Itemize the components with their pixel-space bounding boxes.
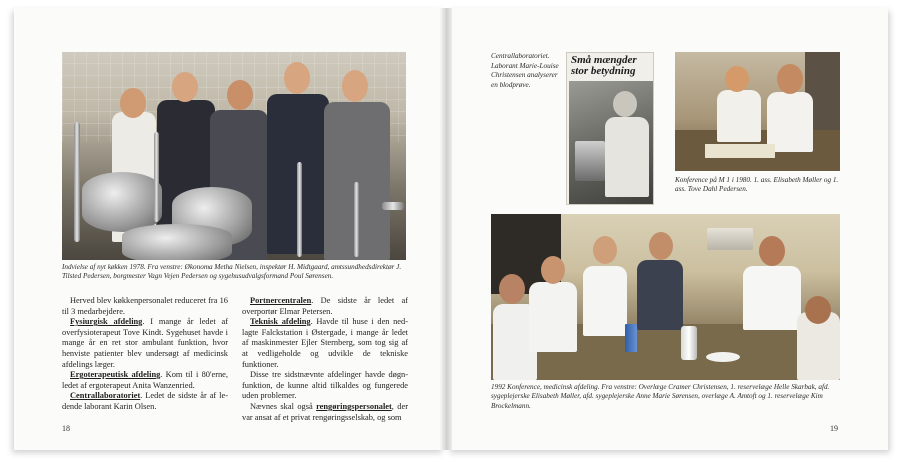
person-head	[499, 274, 525, 304]
heading-fysiurgisk: Fysiurgisk afdeling	[70, 317, 143, 327]
heading-ergoterapeutisk: Ergoterapeutisk afdeling	[70, 370, 161, 380]
text-centrallaboratoriet: . Ledet de sidste år af ledende laborant Karin Olsen.	[62, 391, 228, 411]
person-figure	[717, 90, 761, 142]
left-text-column-2	[242, 296, 408, 423]
text-rengoering-pre: Nævnes skal også	[250, 401, 317, 411]
text-ergoterapeutisk: . Kom til i 80'erne, ledet af ergoterapeut Anita Wanzenried.	[62, 370, 228, 390]
heading-portnercentralen: Portnercentralen	[250, 296, 312, 305]
steam-kettle	[82, 172, 162, 232]
person-figure	[743, 266, 801, 330]
person-head	[759, 236, 785, 266]
person-figure	[767, 92, 813, 152]
person-head	[541, 256, 565, 284]
pipe	[297, 162, 302, 257]
pipe	[154, 132, 159, 222]
conference-1980-photo	[675, 52, 840, 171]
heading-rengoering: rengøringspersonalet	[316, 401, 392, 411]
pipe	[354, 182, 359, 257]
text-portnercentralen: . De sidste år ledet af overportør Elmar Petersen.	[242, 296, 408, 316]
book-gutter	[440, 8, 452, 450]
microwave	[707, 228, 753, 250]
conference-1992-caption: 1992 Konference, medicinsk afdeling. Fra venstre: Overlæge Cramer Christensen, 1. reservelæge Helle Skarbak, afd. sygeplejerske Elisabeth Møller, afd. sygeplejerske Anne Marie Sørensen, overlæge A. Amtoft og 1. reservelæge Kim Brockelmann.	[491, 383, 830, 410]
kitchen-photo-caption: Indvielse af nyt køkken 1978. Fra venstre: Økonoma Metha Nielsen, inspektør H. Midtgaard, amtssundhedsdirektør J. Tilsted Pedersen, borgmester Vagn Vejen Pedersen og sygehusudvalgsformand Poul Sørensen.	[62, 263, 402, 281]
text-fysiurgisk: . I mange år ledet af overfysioterapeut Tove Kindt. Sygehuset havde i mange år en ret stor ambulant funktion, hvor henviste patienter blev undersøgt af medicinsk afdelings læger.	[62, 317, 228, 369]
text-rengoering: , der var ansat af et privat rengøringsselskab, og som	[242, 401, 408, 422]
pipe	[74, 122, 80, 242]
left-text-column-1	[62, 296, 228, 413]
lab-photo-caption: Centrallaboratoriet. Laborant Marie-Louise Christensen analyserer en blodprøve.	[491, 52, 559, 89]
person-head	[342, 70, 368, 102]
page-number-right: 19	[830, 424, 838, 433]
lab-instrument	[575, 141, 605, 181]
cake-plate	[706, 352, 740, 362]
person-head	[613, 91, 637, 117]
conference-1980-caption: Konference på M 1 i 1980. 1. ass. Elisabeth Møller og 1. ass. Tove Dahl Pedersen.	[675, 176, 839, 194]
conference-1992-photo	[491, 214, 840, 380]
kitchen-inauguration-photo	[62, 52, 406, 260]
thermos-jug	[681, 326, 697, 360]
person-figure	[605, 117, 649, 197]
steam-kettle	[122, 224, 232, 260]
papers	[705, 144, 775, 158]
text-doegnfunktion: Disse tre sidstnævnte afdelinger havde døgnfunktion, de kunne altid tilkaldes og fungerede uden problemer.	[242, 370, 408, 401]
clipping-headline: Små mængder stor betydning	[571, 54, 637, 77]
person-head	[227, 80, 253, 110]
person-head	[649, 232, 673, 260]
person-head	[805, 296, 831, 324]
person-figure	[529, 282, 577, 352]
person-figure	[583, 266, 627, 336]
person-head	[593, 236, 617, 264]
lab-technician-photo	[569, 81, 653, 204]
person-head	[172, 72, 198, 102]
person-head	[777, 64, 803, 94]
page-number-left: 18	[62, 424, 70, 433]
heading-teknisk: Teknisk afdeling	[250, 317, 311, 327]
text-kitchen-staff: Herved blev køkkenpersonalet reduceret fra 16 til 3 medarbejdere.	[62, 296, 228, 316]
milk-carton	[625, 324, 637, 352]
newspaper-clipping	[566, 52, 654, 205]
person-figure	[637, 260, 683, 330]
pipe	[382, 202, 404, 210]
person-head	[120, 88, 146, 118]
person-head	[284, 62, 310, 94]
heading-centrallaboratoriet: Centrallaboratoriet	[70, 391, 141, 401]
text-teknisk: . Havde til huse i den nedlagte Falckstation i Østergade, i mange år ledet af maskinmester Ejler Sternberg, som tog sig af at vedligeholde og udvikle de tekniske funktioner.	[242, 317, 409, 369]
person-head	[725, 66, 749, 92]
